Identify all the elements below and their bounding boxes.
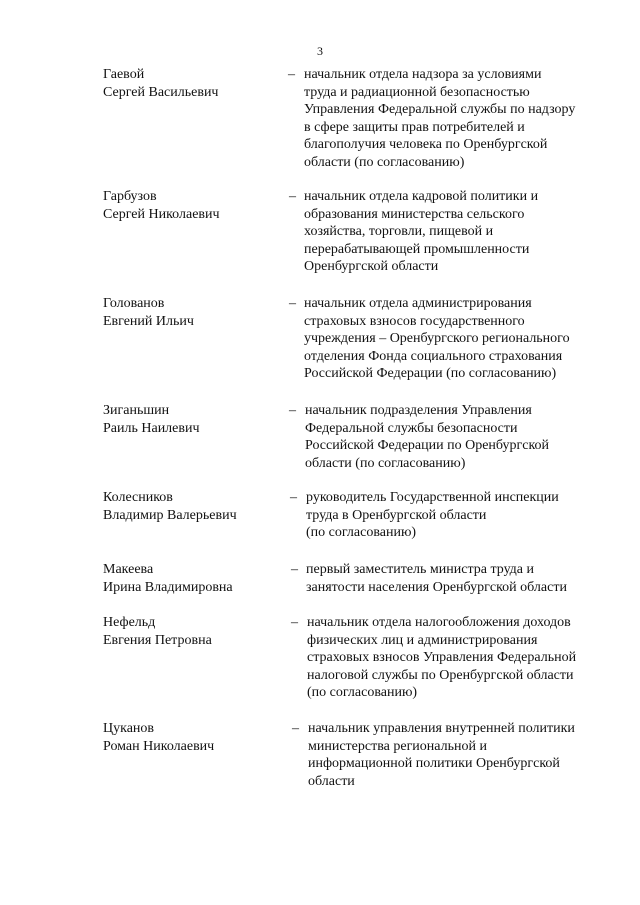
position-line: (по согласованию) [306, 525, 417, 541]
member-surname: Голованов [103, 296, 165, 311]
position-line: Управления Федеральной службы по надзору [304, 102, 576, 118]
entry-dash: – [289, 403, 296, 418]
member-given-names: Раиль Наилевич [103, 421, 200, 436]
position-line: Оренбургской области [304, 259, 439, 275]
position-line: труда и радиационной безопасностью [304, 84, 530, 100]
member-name [103, 561, 288, 597]
position-line: министерства региональной и [308, 738, 487, 754]
member-name [103, 720, 288, 756]
entry-dash: – [289, 189, 296, 204]
position-line: начальник управления внутренней политики [308, 721, 575, 736]
entry-dash: – [288, 67, 295, 82]
member-position [306, 489, 559, 542]
member-position [304, 66, 575, 172]
position-line: занятости населения Оренбургской области [306, 579, 567, 595]
entry-dash: – [291, 615, 298, 630]
position-line: труда в Оренбургской области [306, 507, 487, 523]
position-line: начальник отдела налогообложения доходов [307, 615, 571, 630]
member-given-names: Сергей Николаевич [103, 207, 220, 222]
member-name [103, 489, 288, 525]
position-line: хозяйства, торговли, пищевой и [304, 224, 494, 240]
member-position [308, 720, 575, 790]
member-position [304, 188, 538, 276]
position-line: физических лиц и администрирования [307, 632, 538, 648]
position-line: области (по согласованию) [304, 154, 465, 170]
position-line: перерабатывающей промышленности [304, 241, 530, 257]
position-line: налоговой службы по Оренбургской области [307, 667, 574, 683]
member-given-names: Владимир Валерьевич [103, 508, 237, 523]
position-line: учреждения – Оренбургского регионального [304, 331, 570, 347]
member-position [304, 295, 570, 383]
position-line: области (по согласованию) [305, 455, 466, 471]
position-line: начальник отдела администрирования [304, 296, 532, 311]
member-given-names: Роман Николаевич [103, 739, 215, 754]
position-line: благополучия человека по Оренбургской [304, 137, 548, 153]
member-surname: Нефельд [103, 615, 156, 630]
member-given-names: Ирина Владимировна [103, 580, 233, 595]
position-line: Российской Федерации (по согласованию) [304, 366, 557, 382]
entry-dash: – [290, 490, 297, 505]
position-line: Федеральной службы безопасности [305, 420, 518, 436]
position-line: Российской Федерации по Оренбургской [305, 438, 550, 454]
member-surname: Макеева [103, 562, 154, 577]
position-line: (по согласованию) [307, 685, 418, 701]
entry-dash: – [291, 562, 298, 577]
position-line: руководитель Государственной инспекции [306, 490, 559, 505]
member-surname: Гаевой [103, 67, 145, 82]
member-position [306, 561, 567, 596]
member-name [103, 295, 288, 331]
member-position [307, 614, 576, 702]
member-given-names: Сергей Васильевич [103, 85, 219, 100]
member-surname: Цуканов [103, 721, 155, 736]
member-name [103, 402, 288, 438]
position-line: страховых взносов государственного [304, 313, 525, 329]
position-line: начальник подразделения Управления [305, 403, 532, 418]
member-surname: Гарбузов [103, 189, 157, 204]
position-line: отделения Фонда социального страхования [304, 348, 563, 364]
entry-dash: – [289, 296, 296, 311]
member-given-names: Евгения Петровна [103, 633, 212, 648]
position-line: первый заместитель министра труда и [306, 562, 535, 577]
position-line: в сфере защиты прав потребителей и [304, 119, 525, 135]
position-line: начальник отдела надзора за условиями [304, 67, 542, 82]
member-given-names: Евгений Ильич [103, 314, 194, 329]
position-line: страховых взносов Управления Федеральной [307, 650, 577, 666]
member-name [103, 188, 288, 224]
page-number: 3 [317, 44, 323, 58]
position-line: информационной политики Оренбургской [308, 756, 560, 772]
member-name [103, 66, 288, 102]
member-name [103, 614, 288, 650]
member-position [305, 402, 549, 472]
member-surname: Зиганьшин [103, 403, 170, 418]
entry-dash: – [292, 721, 299, 736]
member-surname: Колесников [103, 490, 173, 505]
position-line: области [308, 773, 355, 789]
position-line: образования министерства сельского [304, 206, 525, 222]
position-line: начальник отдела кадровой политики и [304, 189, 539, 204]
